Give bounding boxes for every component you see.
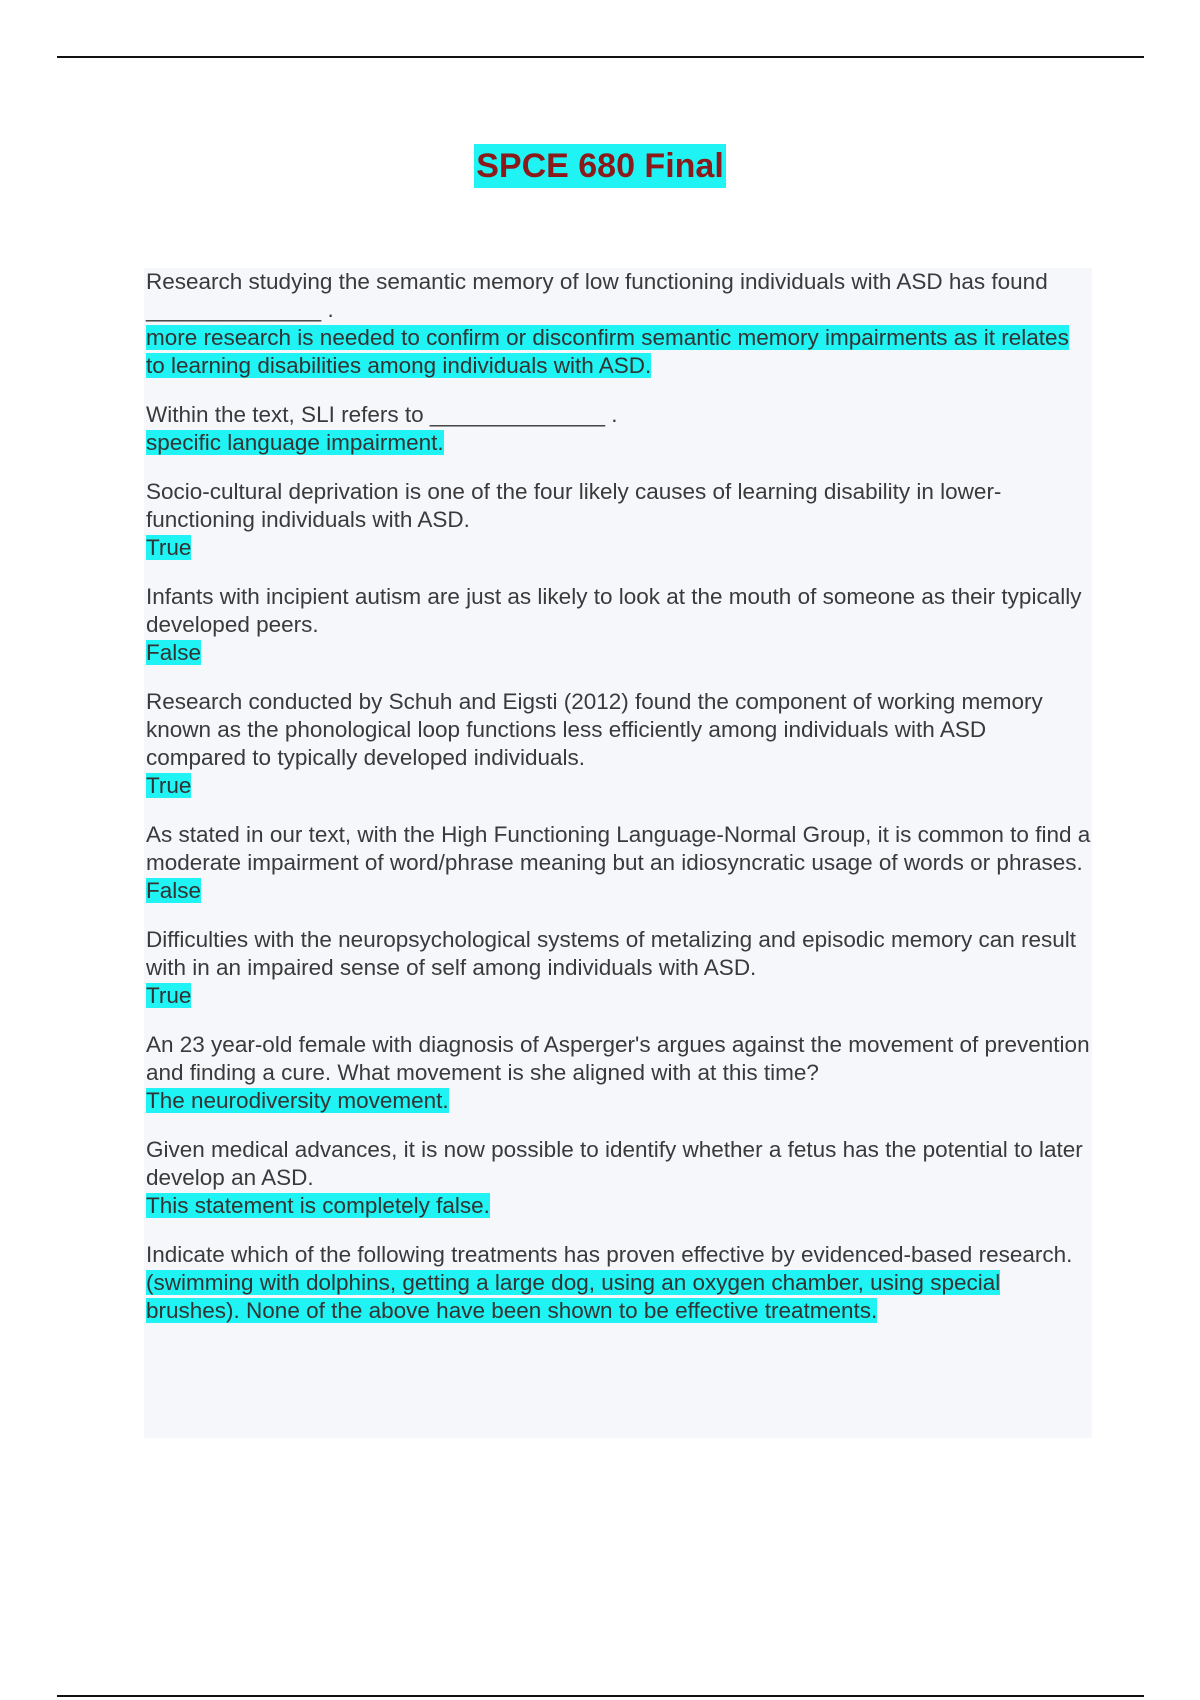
- answer-8: [146, 1087, 1092, 1115]
- answer-4: [146, 639, 1092, 667]
- qa-item-7: [146, 926, 1092, 1010]
- answer-6: [146, 877, 1092, 905]
- qa-item-10: [146, 1241, 1092, 1325]
- answer-7-highlight: True: [146, 983, 192, 1008]
- answer-2-highlight: specific language impairment.: [146, 430, 444, 455]
- answer-10-highlight: (swimming with dolphins, getting a large dog, using an oxygen chamber, using special brushes). None of the above have been shown to be effective treatments.: [146, 1270, 1001, 1323]
- answer-8-highlight: The neurodiversity movement.: [146, 1088, 449, 1113]
- answer-3-highlight: True: [146, 535, 192, 560]
- question-1: Research studying the semantic memory of low functioning individuals with ASD has found ______________ .: [146, 269, 1054, 322]
- question-9: Given medical advances, it is now possible to identify whether a fetus has the potential to later develop an ASD.: [146, 1137, 1090, 1190]
- answer-9: [146, 1192, 1092, 1220]
- qa-item-6: [146, 821, 1097, 905]
- question-3: Socio-cultural deprivation is one of the four likely causes of learning disability in lower-functioning individuals with ASD.: [146, 479, 1002, 532]
- answer-5: [146, 772, 1092, 800]
- answer-2: [146, 429, 1092, 457]
- question-8: An 23 year-old female with diagnosis of Asperger's argues against the movement of prevention and finding a cure. What movement is she aligned with at this time?: [146, 1032, 1096, 1085]
- question-5: Research conducted by Schuh and Eigsti (2012) found the component of working memory known as the phonological loop functions less efficiently among individuals with ASD compared to typically developed individuals.: [146, 689, 1050, 770]
- title-container: [0, 144, 1200, 188]
- answer-9-highlight: This statement is completely false.: [146, 1193, 490, 1218]
- answer-1-highlight: more research is needed to confirm or disconfirm semantic memory impairments as it relates to learning disabilities among individuals with ASD.: [146, 325, 1069, 378]
- question-2: Within the text, SLI refers to ______________ .: [146, 402, 618, 427]
- top-divider: [57, 56, 1144, 58]
- answer-1: [146, 324, 1092, 380]
- qa-item-3: [146, 478, 1092, 562]
- question-7: Difficulties with the neuropsychological systems of metalizing and episodic memory can result with in an impaired sense of self among individuals with ASD.: [146, 927, 1083, 980]
- qa-item-8: [146, 1031, 1096, 1115]
- answer-4-highlight: False: [146, 640, 202, 665]
- qa-panel: [144, 268, 1097, 1438]
- bottom-divider: [57, 1695, 1144, 1697]
- answer-7: [146, 982, 1092, 1010]
- answer-5-highlight: True: [146, 773, 192, 798]
- document-title: SPCE 680 Final: [474, 144, 726, 188]
- qa-item-1: [146, 268, 1092, 380]
- qa-item-5: [146, 688, 1092, 800]
- question-4: Infants with incipient autism are just as likely to look at the mouth of someone as their typically developed peers.: [146, 584, 1088, 637]
- qa-item-4: [146, 583, 1092, 667]
- question-10: Indicate which of the following treatments has proven effective by evidenced-based research.: [146, 1242, 1073, 1267]
- qa-item-2: [146, 401, 1092, 457]
- question-6: As stated in our text, with the High Functioning Language-Normal Group, it is common to find a moderate impairment of word/phrase meaning but an idiosyncratic usage of words or phrases.: [146, 822, 1097, 875]
- qa-item-9: [146, 1136, 1092, 1220]
- answer-6-highlight: False: [146, 878, 202, 903]
- answer-10: [146, 1269, 1092, 1325]
- answer-3: [146, 534, 1092, 562]
